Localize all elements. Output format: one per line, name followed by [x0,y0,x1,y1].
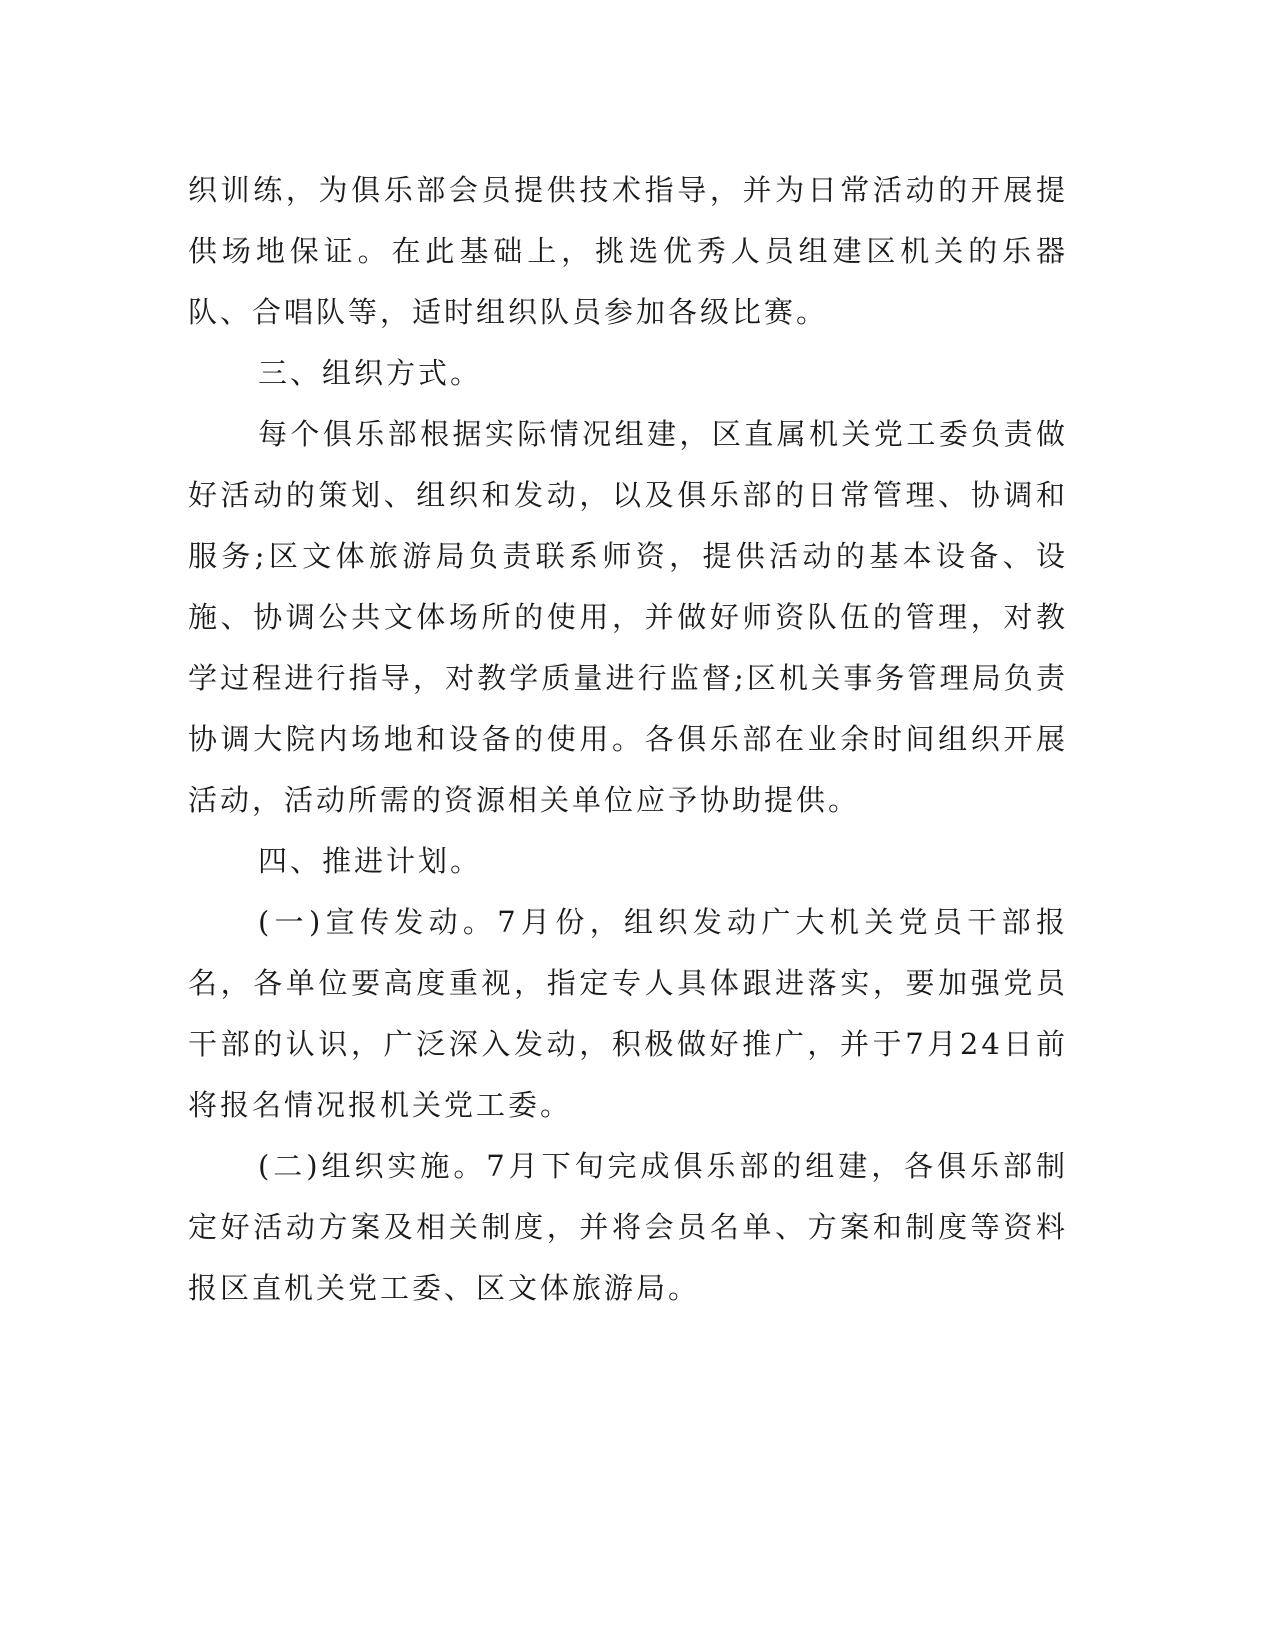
paragraph-continuation: 织训练，为俱乐部会员提供技术指导，并为日常活动的开展提供场地保证。在此基础上，挑选优秀人员组建区机关的乐器队、合唱队等，适时组织队员参加各级比赛。 [188,173,1068,329]
section-heading-organization: 三、组织方式。 [258,356,483,390]
section-heading-plan: 四、推进计划。 [258,844,483,878]
paragraph-organization: 每个俱乐部根据实际情况组建，区直属机关党工委负责做好活动的策划、组织和发动，以及俱乐部的日常管理、协调和服务;区文体旅游局负责联系师资，提供活动的基本设备、设施、协调公共文体场所的使用，并做好师资队伍的管理，对教学过程进行指导，对教学质量进行监督;区机关事务管理局负责协调大院内场地和设备的使用。各俱乐部在业余时间组织开展活动，活动所需的资源相关单位应予协助提供。 [188,417,1068,817]
paragraph-implementation: (二)组织实施。7月下旬完成俱乐部的组建，各俱乐部制定好活动方案及相关制度，并将会员名单、方案和制度等资料报区直机关党工委、区文体旅游局。 [188,1149,1068,1305]
paragraph-publicity: (一)宣传发动。7月份，组织发动广大机关党员干部报名，各单位要高度重视，指定专人具体跟进落实，要加强党员干部的认识，广泛深入发动，积极做好推广，并于7月24日前将报名情况报机关党工委。 [188,905,1068,1122]
document-body [188,160,1068,1319]
